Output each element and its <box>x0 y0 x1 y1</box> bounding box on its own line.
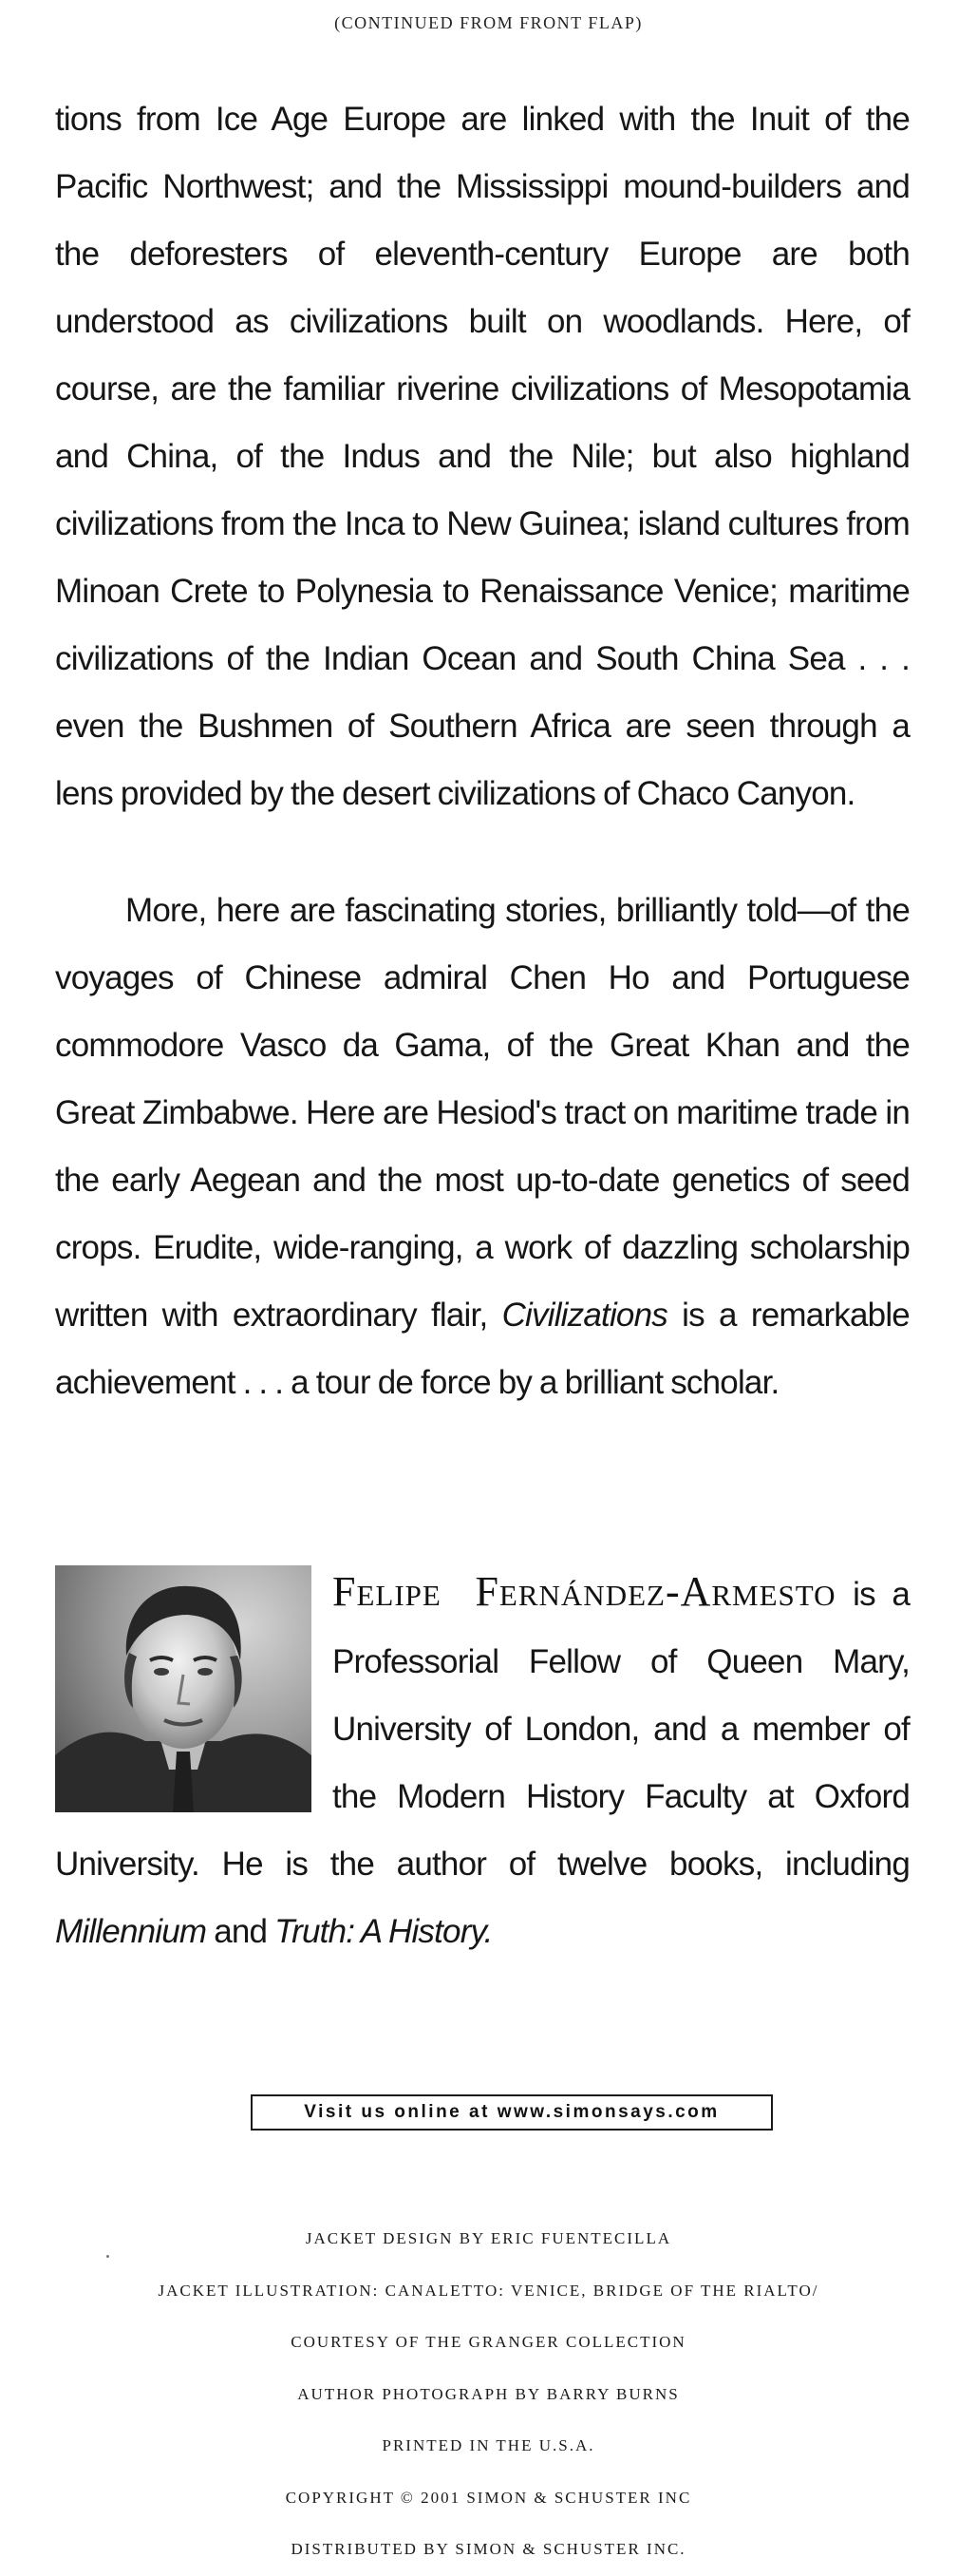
description-paragraph-2 <box>55 877 910 1416</box>
credit-jacket-design: JACKET DESIGN BY ERIC FUENTECILLA <box>305 2229 672 2247</box>
book-title-truth-a-history: Truth: A History. <box>274 1913 493 1950</box>
book-title-civilizations: Civilizations <box>501 1297 667 1334</box>
credit-author-photograph: AUTHOR PHOTOGRAPH BY BARRY BURNS <box>297 2384 680 2403</box>
paragraph-2-text-end: is a remarkable achievement . . . a tour de force by a brilliant scholar. <box>55 1297 910 1401</box>
website-link-box[interactable]: Visit us online at www.simonsays.com <box>251 2094 773 2131</box>
description-paragraph-1: tions from Ice Age Europe are linked with the Inuit of the Pacific Northwest; and the Mississippi mound-builders and the deforesters of eleventh-century Europe are both understood as civilizations built on woodlands. Here, of course, are the familiar riverine civilizations of Mesopotamia and China, of the Indus and the Nile; but also highland civilizations from the Inca to New Guinea; island cultures from Minoan Crete to Polynesia to Renaissance Venice; maritime civilizations of the Indian Ocean and South China Sea . . . even the Bushmen of Southern Africa are seen through a lens provided by the desert civilizations of Chaco Canyon. <box>55 101 910 812</box>
credit-printed-in: PRINTED IN THE U.S.A. <box>382 2436 595 2454</box>
author-bio-section <box>55 1558 910 1965</box>
author-name: Felipe Fernández-Armesto <box>332 1568 836 1615</box>
author-photo <box>55 1565 311 1812</box>
credit-illustration-courtesy: COURTESY OF THE GRANGER COLLECTION <box>291 2333 686 2351</box>
credit-distributed-by: DISTRIBUTED BY SIMON & SCHUSTER INC. <box>291 2540 686 2558</box>
print-speck <box>106 2255 109 2258</box>
continued-from-front-flap-label: (CONTINUED FROM FRONT FLAP) <box>334 13 643 32</box>
book-title-millennium: Millennium <box>55 1913 207 1950</box>
author-bio-text: is a Professorial Fellow of Queen Mary, University of London, and a member of the Modern History Faculty at Oxford University. He is the author of twelve books, including <box>55 1576 910 1883</box>
credit-copyright: COPYRIGHT © 2001 SIMON & SCHUSTER INC <box>285 2488 692 2507</box>
conjunction-text: and <box>214 1913 268 1950</box>
jacket-credits-list <box>0 2213 977 2576</box>
credit-jacket-illustration: JACKET ILLUSTRATION: CANALETTO: VENICE, BRIDGE OF THE RIALTO/ <box>158 2281 819 2300</box>
paragraph-2-text: More, here are fascinating stories, brilliantly told—of the voyages of Chinese admiral Chen Ho and Portuguese commodore Vasco da Gama, of the Great Khan and the Great Zimbabwe. Here are Hesiod's tract on maritime trade in the early Aegean and the most up-to-date genetics of seed crops. Erudite, wide-ranging, a work of dazzling scholarship written with extraordinary flair, <box>55 892 910 1334</box>
